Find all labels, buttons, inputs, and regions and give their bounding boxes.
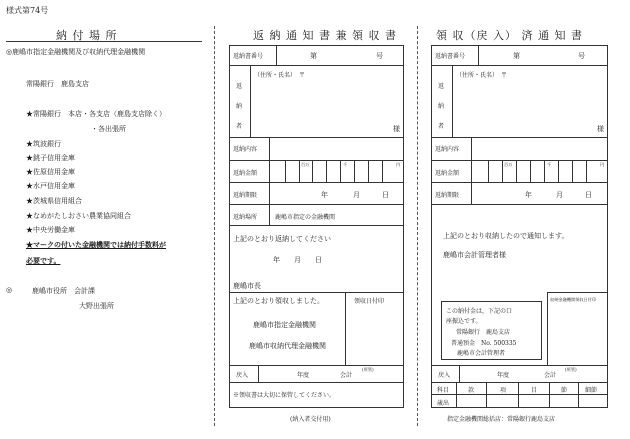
payer-label: 返納者 [438, 83, 445, 130]
notice-text: 上記のとおり収納したので通知します。 [443, 232, 569, 240]
cell-divider [269, 137, 270, 225]
cell-divider [452, 65, 453, 137]
deadline-month: 月 [556, 191, 563, 199]
address-label: （住所・氏名） 〒 [254, 72, 306, 79]
cell-divider [478, 45, 479, 65]
receipt-stamp-label: 領収日付印 [354, 298, 385, 305]
cell-divider [258, 365, 259, 382]
budget-header-moku: 目 [531, 387, 538, 394]
digit-million: 百万 [301, 162, 310, 167]
cut-line [417, 26, 418, 426]
bank-list-item: ★茨城県信用組合 [26, 197, 82, 205]
designated-banks-heading: ◎鹿嶋市指定金融機関及び収納代理金融機関 [6, 48, 146, 56]
digit-divider [312, 160, 313, 182]
mayor: 鹿嶋市長 [233, 282, 261, 290]
cell-divider [518, 382, 519, 408]
refund-notice-title: 返 納 通 知 書 兼 領 収 書 [253, 29, 397, 42]
notice-text: 上記のとおり返納してください [233, 235, 331, 243]
row-divider [547, 292, 608, 293]
digit-yen: 円 [396, 162, 401, 167]
digit-thousand: 千 [547, 162, 552, 167]
form-number: 様式第74号 [6, 6, 49, 15]
deadline-day: 日 [585, 191, 592, 199]
deadline-label: 返納期限 [435, 192, 460, 199]
digit-divider [502, 160, 503, 182]
sama: 様 [597, 125, 604, 133]
city-office-mark: ◎ [6, 286, 13, 294]
content-label: 返納内容 [435, 146, 460, 153]
accounting-note: (所管) [362, 367, 374, 372]
digit-yen: 円 [600, 162, 605, 167]
fee-note-line-1: ★マークの付いた金融機関では納付手数料が [26, 240, 166, 249]
digit-thousand: 千 [343, 162, 348, 167]
cell-divider [547, 292, 548, 365]
cell-divider [250, 65, 251, 137]
bank-list-item: ★水戸信用金庫 [26, 182, 75, 190]
digit-divider [299, 160, 300, 182]
deadline-label: 返納期限 [233, 192, 258, 199]
place-value: 鹿嶋市指定の金融機関 [275, 214, 336, 221]
number-gou: 号 [376, 52, 383, 60]
cell-divider [459, 365, 460, 382]
deadline-month: 月 [353, 191, 360, 199]
bank-list-item: ★佐原信用金庫 [26, 168, 75, 176]
payer-label: 返納者 [236, 83, 243, 130]
city-office: 鹿嶋市役所 会計課 [32, 287, 95, 295]
deadline-day: 日 [382, 191, 389, 199]
budget-header-kou: 項 [500, 387, 507, 394]
title-underline [6, 41, 202, 42]
account-holder: 鹿嶋市会計管理者 [457, 350, 506, 357]
digit-divider [354, 160, 355, 182]
account-bank: 常陽銀行 鹿島支店 [456, 329, 511, 336]
accounting-label: 会計 [544, 372, 557, 379]
deadline-year: 年 [525, 191, 532, 199]
agent-bank: 鹿嶋市収納代理金融機関 [249, 342, 326, 350]
bank-list-item: ★常陽銀行 本店・各支店（鹿島支店除く） [26, 110, 166, 118]
cell-divider [549, 382, 550, 408]
row-divider [229, 225, 404, 226]
amount-label: 返納金額 [435, 170, 460, 177]
digit-divider [340, 160, 341, 182]
budget-header-subject: 科目 [437, 387, 450, 394]
content-label: 返納内容 [233, 146, 258, 153]
digit-divider [530, 160, 531, 182]
payer-copy-footer: (納入者交付用) [290, 416, 331, 423]
reentry-label: 戻入 [236, 372, 249, 379]
digit-divider [382, 160, 383, 182]
budget-header-kan: 款 [468, 387, 475, 394]
place-label: 返納場所 [233, 214, 258, 221]
row-divider [229, 160, 404, 161]
cell-divider [578, 382, 579, 408]
row-divider [431, 365, 608, 366]
digit-divider [586, 160, 587, 182]
addressee: 鹿嶋市会計管理者様 [443, 251, 506, 259]
notice-date: 年 月 日 [273, 256, 322, 264]
budget-header-saisetsu: 細節 [585, 387, 598, 394]
budget-header-setsu: 節 [561, 387, 568, 394]
row-divider [229, 365, 404, 366]
bank-list-item: ★筑波銀行 [26, 140, 61, 148]
bank-stamp-label: 収納金融機関領収日付印 [550, 297, 597, 302]
bank-list-item: ★中央労働金庫 [26, 226, 75, 234]
digit-divider [285, 160, 286, 182]
refund-number-label: 返納書番号 [233, 53, 264, 60]
row-divider [431, 137, 608, 138]
reentry-label: 戻入 [438, 372, 451, 379]
digit-divider [558, 160, 559, 182]
fiscal-year-label: 年度 [497, 372, 510, 379]
refund-number-label: 返納書番号 [435, 53, 466, 60]
cell-divider [456, 382, 457, 408]
row-divider [431, 382, 608, 383]
bank-list-item: ★銚子信用金庫 [26, 154, 75, 162]
row-divider [229, 292, 404, 293]
number-gou: 号 [578, 52, 585, 60]
row-divider [229, 182, 404, 183]
receipt-notice-title: 領 収（戻 入） 済 通 知 書 [436, 29, 583, 42]
cell-divider [486, 382, 487, 408]
number-dai: 第 [513, 52, 520, 60]
cell-divider [471, 137, 472, 204]
digit-divider [488, 160, 489, 182]
refund-notice-form [229, 45, 404, 408]
row-divider [431, 394, 608, 395]
account-number: 普通預金 No. 500335 [451, 340, 517, 347]
row-divider [229, 382, 404, 383]
row-divider [431, 65, 608, 66]
cell-divider [276, 45, 277, 65]
accounting-label: 会計 [340, 372, 353, 379]
number-dai: 第 [310, 52, 317, 60]
account-box-line-2: 座振込です。 [446, 318, 482, 325]
cell-divider [345, 292, 346, 365]
expenditure-label: 歳出 [437, 400, 450, 407]
branch-office: 大野出張所 [79, 302, 114, 310]
row-divider [229, 137, 404, 138]
digit-divider [544, 160, 545, 182]
row-divider [431, 204, 608, 205]
amount-label: 返納金額 [233, 170, 258, 177]
accounting-note: (所管) [565, 367, 577, 372]
digit-divider [326, 160, 327, 182]
address-label: （住所・氏名） 〒 [456, 72, 508, 79]
row-divider [229, 204, 404, 205]
digit-divider [572, 160, 573, 182]
designated-bank-footer: 指定金融機関総括店：常陽銀行鹿島支店 [447, 416, 556, 423]
bank-list-item: ・各出張所 [91, 125, 126, 133]
deadline-year: 年 [321, 191, 328, 199]
digit-divider [516, 160, 517, 182]
digit-million: 百万 [504, 162, 513, 167]
keep-receipt-note: ※領収書は大切に保管してください。 [233, 392, 336, 399]
row-divider [431, 182, 608, 183]
account-box-line-1: この納付金は，下記の口 [446, 308, 513, 315]
designated-bank: 鹿嶋市指定金融機関 [253, 321, 316, 329]
digit-divider [368, 160, 369, 182]
bank-list-item: ★なめがたしおさい農業協同組合 [26, 212, 131, 220]
sama: 様 [393, 125, 400, 133]
main-bank: 常陽銀行 鹿島支店 [26, 80, 89, 88]
fee-note-line-2: 必要です。 [26, 256, 61, 265]
payment-place-title: 納 付 場 所 [56, 29, 118, 42]
receipt-text: 上記のとおり領収しました。 [233, 297, 324, 305]
row-divider [229, 65, 404, 66]
row-divider [431, 160, 608, 161]
cut-line [214, 26, 215, 426]
fiscal-year-label: 年度 [297, 372, 310, 379]
